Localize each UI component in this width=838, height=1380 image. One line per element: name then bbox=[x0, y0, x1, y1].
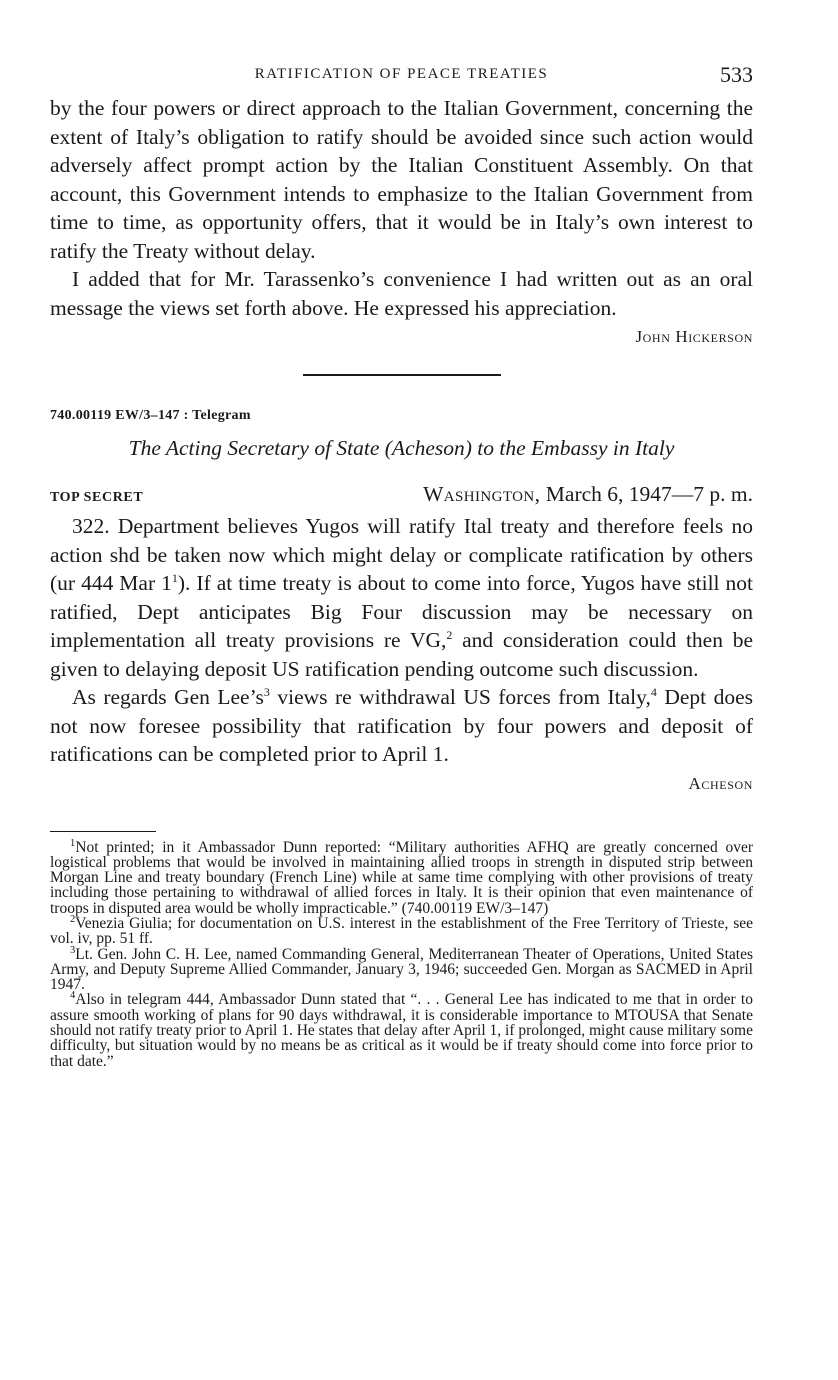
telegram-p2-text-b: views re withdrawal US forces from Italy, bbox=[269, 685, 651, 709]
footnote-2-text: Venezia Giulia; for documentation on U.S. interest in the establishment of the Free Territory of Trieste, see vol. iv, pp. 51 ff. bbox=[50, 914, 753, 948]
footnote-ref-2: 2 bbox=[446, 627, 453, 642]
telegram-paragraph-2 bbox=[50, 683, 753, 769]
footnote-3-text: Lt. Gen. John C. H. Lee, named Commanding General, Mediterranean Theater of Operations, United States Army, and Deputy Supreme Allied Commander, January 3, 1946; succeeded Gen. Morgan as SACMED in April 1947. bbox=[50, 945, 753, 994]
file-number: 740.00119 EW/3–147 : Telegram bbox=[50, 408, 251, 423]
footnote-1 bbox=[50, 837, 753, 917]
footnote-2-number: 2 bbox=[70, 913, 76, 925]
footnote-4-text: Also in telegram 444, Ambassador Dunn stated that “. . . General Lee has indicated to me that in order to assure smooth working of plans for 90 days withdrawal, it is considerable importance to MTOUSA that Senate should not ratify treaty prior to April 1. He states that delay after April 1, if prolonged, might cause military some difficulty, but situation would by no means be as critical as it would be if treaty should come into force prior to that date.” bbox=[50, 991, 753, 1070]
footnote-2 bbox=[50, 913, 753, 948]
footnote-4 bbox=[50, 992, 753, 1068]
footnote-1-number: 1 bbox=[70, 837, 76, 849]
classification: TOP SECRET bbox=[50, 490, 144, 505]
signature-acheson: Acheson bbox=[688, 773, 753, 793]
document-heading: The Acting Secretary of State (Acheson) to the Embassy in Italy bbox=[128, 436, 675, 460]
footnote-1-text: Not printed; in it Ambassador Dunn reported: “Military authorities AFHQ are greatly concerned over logistical problems that would be involved in maintaining allied troops in strength in disputed strip between Morgan Line and treaty boundary (French Line) while at same time complying with other provisions of treaty including those pertaining to withdrawal of allied forces in Italy. It is their opinion that even maintenance of troops in disputed area would be wholly impracticable.” (740.00119 EW/3–147) bbox=[50, 838, 753, 917]
telegram-p1-text-b: ). If at time treaty is about to come into force, Yugos have still not ratified, Dept anticipates Big Four discussion may be necessary on implementation all treaty provisions re VG, bbox=[50, 571, 753, 652]
continued-paragraph: by the four powers or direct approach to the Italian Government, concerning the extent of Italy’s obligation to ratify should be avoided since such action would adversely affect prompt action by the Italian Constituent Assembly. On that account, this Government intends to emphasize to the Italian Government from time to time, as opportunity offers, that it would be in Italy’s own interest to ratify the Treaty without delay. bbox=[50, 96, 753, 263]
telegram-paragraph-1 bbox=[50, 512, 753, 683]
footnote-3-number: 3 bbox=[70, 944, 76, 956]
section-separator bbox=[303, 374, 501, 376]
dateline-row bbox=[50, 480, 753, 512]
footnote-ref-4: 4 bbox=[650, 684, 657, 699]
dateline-place: Washington, bbox=[423, 482, 541, 506]
running-title: RATIFICATION OF PEACE TREATIES bbox=[254, 66, 549, 82]
telegram-p2-text-a: As regards Gen Lee’s bbox=[72, 685, 264, 709]
dateline bbox=[423, 480, 753, 508]
footnote-ref-1: 1 bbox=[171, 570, 178, 585]
footnote-3 bbox=[50, 944, 753, 994]
footnote-4-number: 4 bbox=[70, 990, 76, 1002]
page-number: 533 bbox=[720, 62, 753, 87]
signature-hickerson: John Hickerson bbox=[635, 327, 753, 346]
telegram-p1-text-a: 322. Department believes Yugos will ratify Ital treaty and therefore feels no action shd be taken now which might delay or complicate ratification by others (ur 444 Mar 1 bbox=[50, 514, 753, 595]
closing-paragraph: I added that for Mr. Tarassenko’s convenience I had written out as an oral message the views set forth above. He expressed his appreciation. bbox=[50, 267, 753, 320]
page bbox=[50, 60, 753, 1069]
footnote-rule bbox=[50, 831, 156, 832]
telegram-p1-text-c: and consideration could then be given to delaying deposit US ratification pending outcome such discussion. bbox=[50, 628, 753, 681]
footnote-ref-3: 3 bbox=[263, 684, 270, 699]
dateline-date: March 6, 1947—7 p. m. bbox=[540, 482, 753, 506]
telegram-p2-text-c: Dept does not now foresee possibility that ratification by four powers and deposit of ratifications can be completed prior to April 1. bbox=[50, 685, 754, 766]
running-head bbox=[50, 60, 753, 94]
